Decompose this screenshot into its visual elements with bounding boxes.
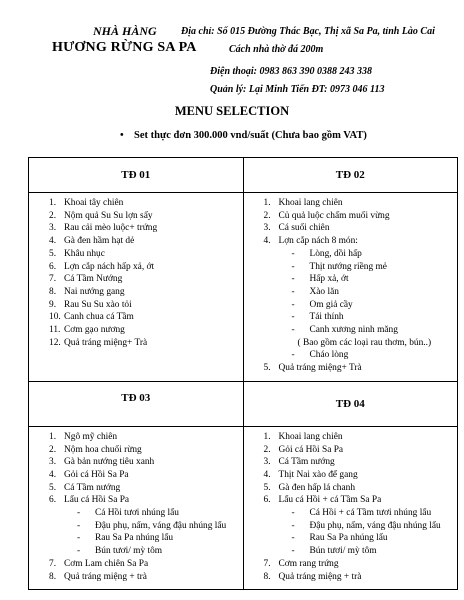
menu-item <box>49 431 239 444</box>
menu-item <box>264 444 454 457</box>
item-number: 1. <box>263 431 271 442</box>
menu-item <box>49 469 239 482</box>
menu-item <box>49 299 239 312</box>
menu-item <box>49 456 239 469</box>
item-number: 8. <box>49 286 57 297</box>
menu-sub-item <box>264 545 454 558</box>
menu-item <box>264 494 454 507</box>
item-number: 2. <box>263 210 271 221</box>
menu-sub-item <box>49 545 239 558</box>
menu-item-text: Quả tráng miệng + trà <box>278 571 362 582</box>
item-number: 7. <box>263 558 271 569</box>
menu-item <box>264 456 454 469</box>
menu-item-text: Khoai lang chiên <box>278 198 343 208</box>
dash-marker: - <box>291 248 295 259</box>
menu-item-text: Cơm rang trứng <box>278 558 339 569</box>
menu-item-text: Gà bản nướng tiêu xanh <box>64 457 155 468</box>
menu-item <box>49 197 239 210</box>
menu-item <box>264 469 454 482</box>
menu-item <box>264 482 454 495</box>
menu-item-text: Quả tráng miệng + trà <box>64 571 147 582</box>
menu-item-text: Lẩu cá Hồi Sa Pa <box>64 495 130 506</box>
menu-item <box>49 444 239 457</box>
menu-item-text: Cơm gạo nương <box>64 325 125 336</box>
set-price-line <box>120 130 367 141</box>
menu-item <box>264 235 454 248</box>
menu-item <box>264 362 454 375</box>
menu-sub-item-text: Cá Hồi tươi nhúng lẩu <box>95 508 179 519</box>
menu-sub-item <box>264 261 454 274</box>
table-row <box>29 158 458 193</box>
menu-item-text: Cá Tầm nướng <box>278 457 335 468</box>
menu-item-text: Khâu nhục <box>64 248 105 259</box>
dash-marker: - <box>291 312 295 323</box>
item-number: 2. <box>263 444 271 455</box>
dash-marker: - <box>77 546 81 557</box>
menu-sub-item <box>264 273 454 286</box>
dash-marker: - <box>291 274 295 285</box>
menu-header-td04: TĐ 04 <box>243 381 458 426</box>
menu-item-text: Lợn cắp nách 8 món: <box>278 236 358 247</box>
menu-item-text: Gỏi cá Hồi Sa Pa <box>64 469 129 480</box>
menu-item <box>49 324 239 337</box>
item-number: 9. <box>49 299 57 310</box>
menu-item <box>49 558 239 571</box>
dash-marker: - <box>291 508 295 519</box>
menu-cell-td01 <box>29 193 244 382</box>
menu-sub-item-text: Rau Sa Pa nhúng lẩu <box>309 533 388 544</box>
menu-item-text: Gà đen hấp lá chanh <box>278 482 356 493</box>
menu-cell-td03 <box>29 426 244 589</box>
dash-marker: - <box>291 261 295 272</box>
dash-marker: - <box>291 533 295 544</box>
menu-sub-item-text: Tái thính <box>309 312 344 323</box>
dash-marker: - <box>291 299 295 310</box>
restaurant-prefix: NHÀ HÀNG <box>93 24 157 38</box>
menu-item-text: Cơm Lam chiên Sa Pa <box>64 558 149 569</box>
item-number: 6. <box>263 495 271 506</box>
item-number: 2. <box>49 210 57 221</box>
menu-item-text: Gà đen hầm hạt dẻ <box>64 236 135 247</box>
menu-sub-item-text: Xào lăn <box>309 286 339 297</box>
menu-sub-item <box>264 532 454 545</box>
menu-sub-item <box>264 248 454 261</box>
menu-sub-item-text: Bún tươi/ mỳ tôm <box>309 546 377 557</box>
bullet-icon: • <box>120 130 124 141</box>
menu-item <box>49 248 239 261</box>
dash-marker: - <box>77 508 81 519</box>
menu-cell-td04 <box>243 426 458 589</box>
menu-item <box>264 571 454 584</box>
item-number: 4. <box>49 469 57 480</box>
item-number: 3. <box>49 223 57 234</box>
menu-item <box>49 210 239 223</box>
menu-sub-item-text: Cá Hồi + cá Tầm tươi nhúng lẩu <box>309 508 432 519</box>
menu-item <box>49 494 239 507</box>
menu-header-td03: TĐ 03 <box>29 381 244 426</box>
menu-sub-item <box>49 520 239 533</box>
menu-item <box>49 311 239 324</box>
menu-sub-item-text: Rau Sa Pa nhúng lẩu <box>95 533 174 544</box>
menu-item-text: Quả tráng miệng+ Trà <box>64 337 148 348</box>
menu-sub-item <box>264 520 454 533</box>
menu-item-text: Canh chua cá Tầm <box>64 312 134 323</box>
menu-table <box>28 157 458 590</box>
menu-item <box>49 261 239 274</box>
menu-item-text: Nộm quả Su Su lợn sấy <box>64 210 153 221</box>
item-number: 1. <box>263 198 271 208</box>
menu-item <box>49 222 239 235</box>
menu-sub-item-text: Đậu phụ, nấm, váng đậu nhúng lẩu <box>309 520 441 531</box>
dash-marker: - <box>77 533 81 544</box>
item-number: 11. <box>49 325 61 336</box>
menu-item <box>264 197 454 210</box>
address-line: Địa chỉ: Số 015 Đường Thác Bạc, Thị xã Sa Pa, tỉnh Lào Cai <box>181 26 435 37</box>
set-price-text: Set thực đơn 300.000 vnd/suất (Chưa bao gồm VAT) <box>134 130 367 141</box>
item-number: 3. <box>49 457 57 468</box>
restaurant-name: HƯƠNG RỪNG SA PA <box>52 40 197 55</box>
menu-item <box>264 222 454 235</box>
menu-item <box>49 235 239 248</box>
menu-item-text: Nai nướng gang <box>64 286 125 297</box>
item-number: 6. <box>49 261 57 272</box>
menu-sub-item <box>49 532 239 545</box>
dash-marker: - <box>77 520 81 531</box>
menu-item <box>264 558 454 571</box>
table-row <box>29 381 458 426</box>
item-number: 12. <box>49 337 61 348</box>
menu-sub-item-text: Lòng, dồi hấp <box>309 248 362 259</box>
item-number: 3. <box>263 223 271 234</box>
menu-item-text: Lẩu cá Hồi + cá Tầm Sa Pa <box>278 495 382 506</box>
menu-sub-item-text: Đậu phụ, nấm, váng đậu nhúng lẩu <box>95 520 227 531</box>
menu-item-text: Cá Tầm nướng <box>64 482 121 493</box>
menu-sub-item-text: Om giả cầy <box>309 299 353 310</box>
menu-item <box>264 210 454 223</box>
menu-sub-item-text: Bún tươi/ mỳ tôm <box>95 546 163 557</box>
item-number: 4. <box>49 236 57 247</box>
table-row <box>29 193 458 382</box>
item-number: 6. <box>49 495 57 506</box>
menu-sub-item <box>49 507 239 520</box>
item-number: 5. <box>49 248 57 259</box>
item-number: 10. <box>49 312 61 323</box>
phone-line: Điện thoại: 0983 863 390 0388 243 338 <box>210 66 372 77</box>
item-number: 1. <box>49 198 57 208</box>
menu-sub-item <box>264 286 454 299</box>
menu-item-text: Cá suối chiên <box>278 223 330 234</box>
dash-marker: - <box>291 520 295 531</box>
menu-sub-item-text: Thịt nướng riềng mẻ <box>309 261 387 272</box>
menu-title: MENU SELECTION <box>174 104 290 118</box>
distance-line: Cách nhà thờ đá 200m <box>229 44 324 55</box>
menu-item-text: Quả tráng miệng+ Trà <box>278 363 362 374</box>
menu-item <box>49 482 239 495</box>
item-number: 8. <box>49 571 57 582</box>
menu-item-text: Thịt Nai xào để gang <box>278 469 358 480</box>
item-number: 5. <box>263 482 271 493</box>
menu-sub-item <box>264 349 454 362</box>
item-number: 8. <box>263 571 271 582</box>
menu-header-td01: TĐ 01 <box>29 158 244 193</box>
menu-sub-item <box>264 299 454 312</box>
menu-item-text: Khoai tây chiên <box>64 198 124 208</box>
menu-item <box>49 286 239 299</box>
dash-marker: - <box>291 546 295 557</box>
menu-note: ( Bao gồm các loại rau thơm, bún..) <box>297 337 432 348</box>
item-number: 7. <box>49 274 57 285</box>
menu-sub-item <box>264 507 454 520</box>
manager-line: Quản lý: Lại Minh Tiến ĐT: 0973 046 113 <box>210 84 385 95</box>
menu-item-text: Cá Tầm Nướng <box>64 274 123 285</box>
item-number: 5. <box>263 363 271 374</box>
item-number: 1. <box>49 431 57 442</box>
item-number: 2. <box>49 444 57 455</box>
menu-item-text: Rau cải mèo luộc+ trứng <box>64 223 158 234</box>
menu-item <box>49 273 239 286</box>
dash-marker: - <box>291 350 295 361</box>
menu-item-text: Nộm hoa chuối rừng <box>64 444 142 455</box>
menu-item-text: Khoai lang chiên <box>278 431 343 442</box>
item-number: 7. <box>49 558 57 569</box>
menu-item <box>264 431 454 444</box>
menu-item <box>49 571 239 584</box>
menu-sub-item-text: Canh xương ninh măng <box>309 325 398 336</box>
item-number: 3. <box>263 457 271 468</box>
menu-item-text: Củ quả luộc chấm muối vừng <box>278 210 390 221</box>
menu-item-text: Ngô mỹ chiên <box>64 431 118 442</box>
table-row <box>29 426 458 589</box>
menu-sub-item <box>264 311 454 324</box>
menu-item-text: Rau Su Su xào tỏi <box>64 299 132 310</box>
item-number: 4. <box>263 236 271 247</box>
menu-sub-item-text: Cháo lòng <box>309 350 349 361</box>
dash-marker: - <box>291 325 295 336</box>
menu-item-text: Gỏi cá Hồi Sa Pa <box>278 444 344 455</box>
item-number: 4. <box>263 469 271 480</box>
menu-item <box>49 337 239 350</box>
menu-item-text: Lợn cắp nách hấp xả, ớt <box>64 261 155 272</box>
item-number: 5. <box>49 482 57 493</box>
menu-sub-item-text: Hấp xả, ớt <box>309 274 349 285</box>
dash-marker: - <box>291 286 295 297</box>
menu-sub-item <box>264 324 454 337</box>
menu-cell-td02 <box>243 193 458 382</box>
menu-header-td02: TĐ 02 <box>243 158 458 193</box>
